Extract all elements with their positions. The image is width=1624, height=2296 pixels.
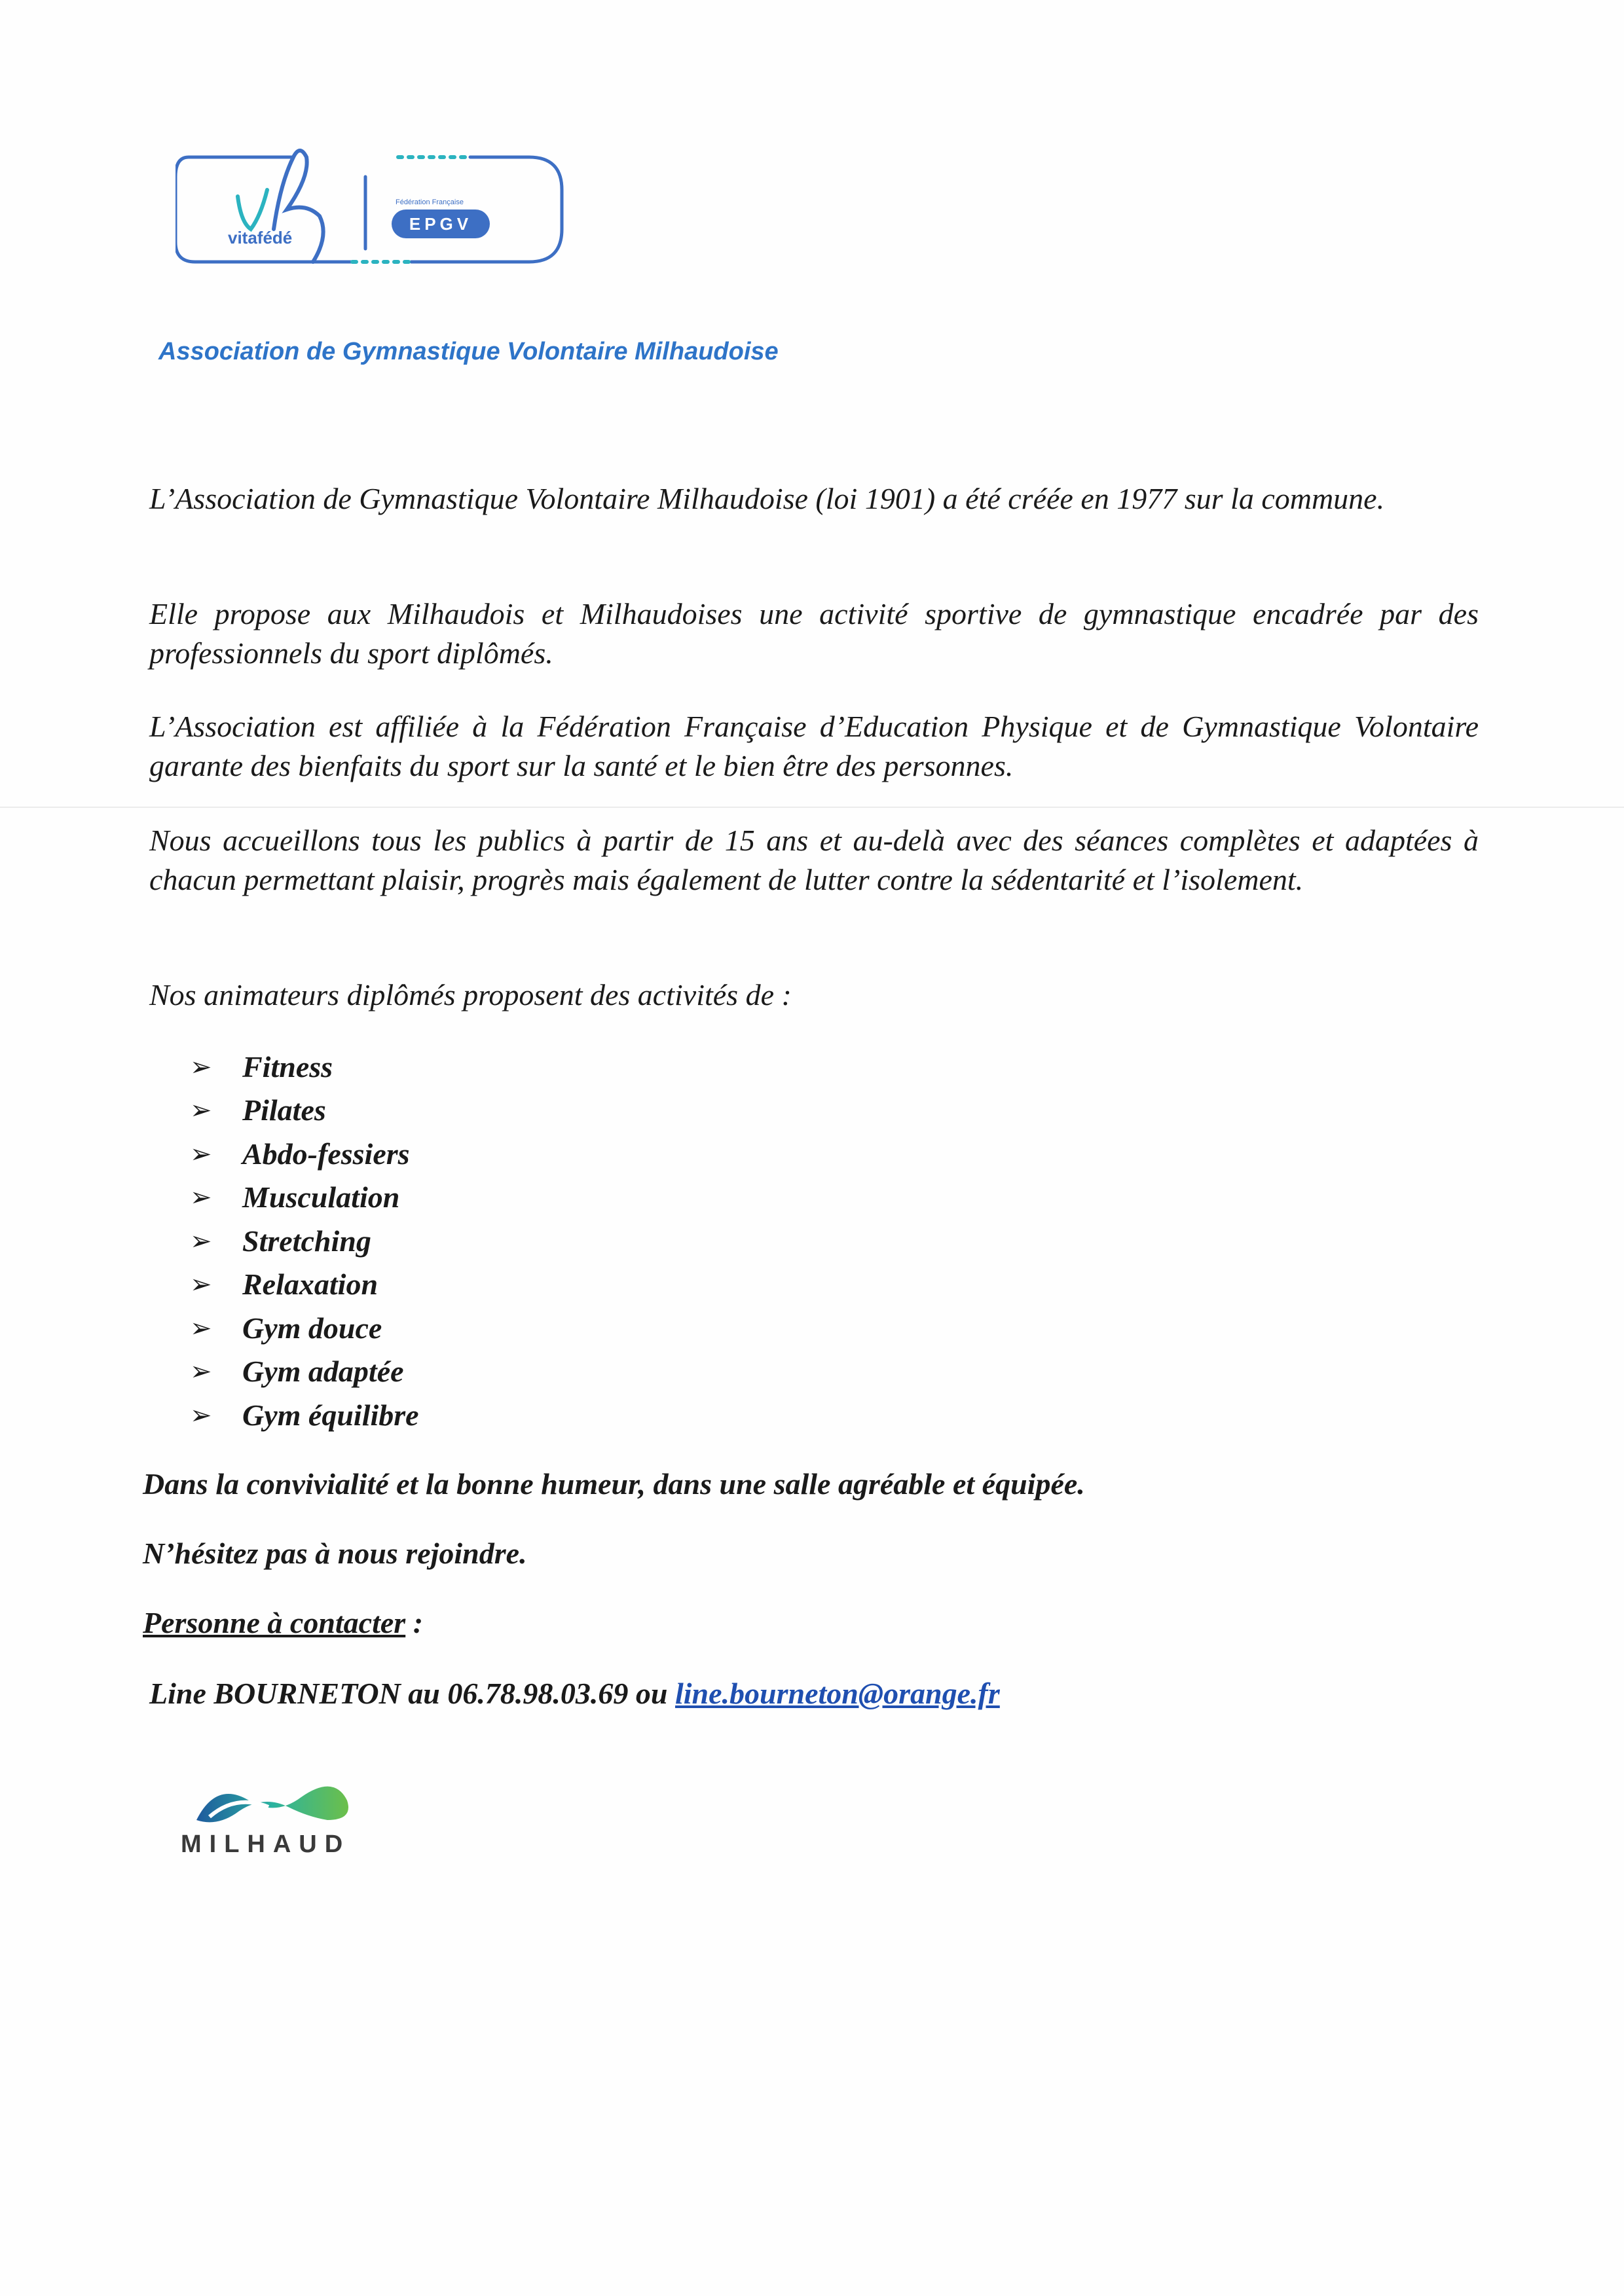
arrow-bullet-icon: ➢: [190, 1051, 212, 1082]
arrow-bullet-icon: ➢: [190, 1400, 212, 1430]
scan-fold-line: [0, 807, 1624, 808]
list-item: [190, 1176, 419, 1220]
arrow-bullet-icon: ➢: [190, 1095, 212, 1125]
activities-intro: Nos animateurs diplômés proposent des activités de :: [149, 978, 792, 1011]
list-item: [190, 1132, 419, 1176]
milhaud-wordmark: MILHAUD: [181, 1831, 351, 1858]
activity-label: Gym équilibre: [242, 1398, 419, 1432]
contact-heading-label: Personne à contacter: [143, 1606, 406, 1639]
list-item: [190, 1393, 419, 1437]
closing-line: Dans la convivialité et la bonne humeur, dans une salle agréable et équipée.: [143, 1467, 1085, 1501]
arrow-bullet-icon: ➢: [190, 1226, 212, 1256]
list-item: [190, 1089, 419, 1133]
activity-label: Gym adaptée: [242, 1355, 404, 1389]
association-name: Association de Gymnastique Volontaire Milhaudoise: [158, 338, 779, 365]
list-item: [190, 1263, 419, 1307]
contact-email-link[interactable]: line.bourneton@orange.fr: [674, 1677, 1000, 1710]
contact-heading: [143, 1605, 423, 1640]
activity-label: Musculation: [242, 1180, 400, 1214]
arrow-bullet-icon: ➢: [190, 1182, 212, 1212]
activity-label: Pilates: [242, 1093, 326, 1127]
arrow-bullet-icon: ➢: [190, 1139, 212, 1169]
vitafede-epgv-logo: [175, 131, 568, 288]
list-item: [190, 1306, 419, 1350]
activity-label: Stretching: [242, 1224, 371, 1258]
contact-name-phone: Line BOURNETON au 06.78.98.03.69 ou: [149, 1677, 675, 1710]
offer-paragraph: Elle propose aux Milhaudois et Milhaudoises une activité sportive de gymnastique encadrée par des professionnels du sport diplômés.: [149, 597, 1479, 670]
list-item: [190, 1045, 419, 1089]
epgv-badge-text: EPGV: [409, 214, 473, 234]
arrow-bullet-icon: ➢: [190, 1313, 212, 1343]
audience-paragraph: Nous accueillons tous les publics à partir de 15 ans et au-delà avec des séances complètes et adaptées à chacun permettant plaisir, progrès mais également de lutter contre la sédentarité et l’isolement.: [149, 824, 1479, 896]
activity-label: Relaxation: [242, 1267, 378, 1302]
activities-list: [190, 1045, 419, 1437]
list-item: [190, 1350, 419, 1394]
intro-paragraph: L’Association de Gymnastique Volontaire Milhaudoise (loi 1901) a été créée en 1977 sur la commune.: [149, 482, 1385, 515]
contact-line: [149, 1676, 1000, 1711]
contact-heading-colon: :: [405, 1606, 424, 1639]
invitation-line: N’hésitez pas à nous rejoindre.: [143, 1537, 527, 1570]
activity-label: Fitness: [242, 1049, 333, 1084]
arrow-bullet-icon: ➢: [190, 1357, 212, 1387]
activity-label: Abdo-fessiers: [242, 1137, 410, 1171]
vitafede-wordmark: vitafédé: [228, 228, 293, 247]
federation-small-text: Fédération Française: [396, 198, 464, 206]
list-item: [190, 1219, 419, 1263]
activity-label: Gym douce: [242, 1311, 382, 1345]
affiliation-paragraph: L’Association est affiliée à la Fédération Française d’Education Physique et de Gymnastique Volontaire garante des bienfaits du sport sur la santé et le bien être des personnes.: [149, 710, 1479, 782]
arrow-bullet-icon: ➢: [190, 1269, 212, 1300]
